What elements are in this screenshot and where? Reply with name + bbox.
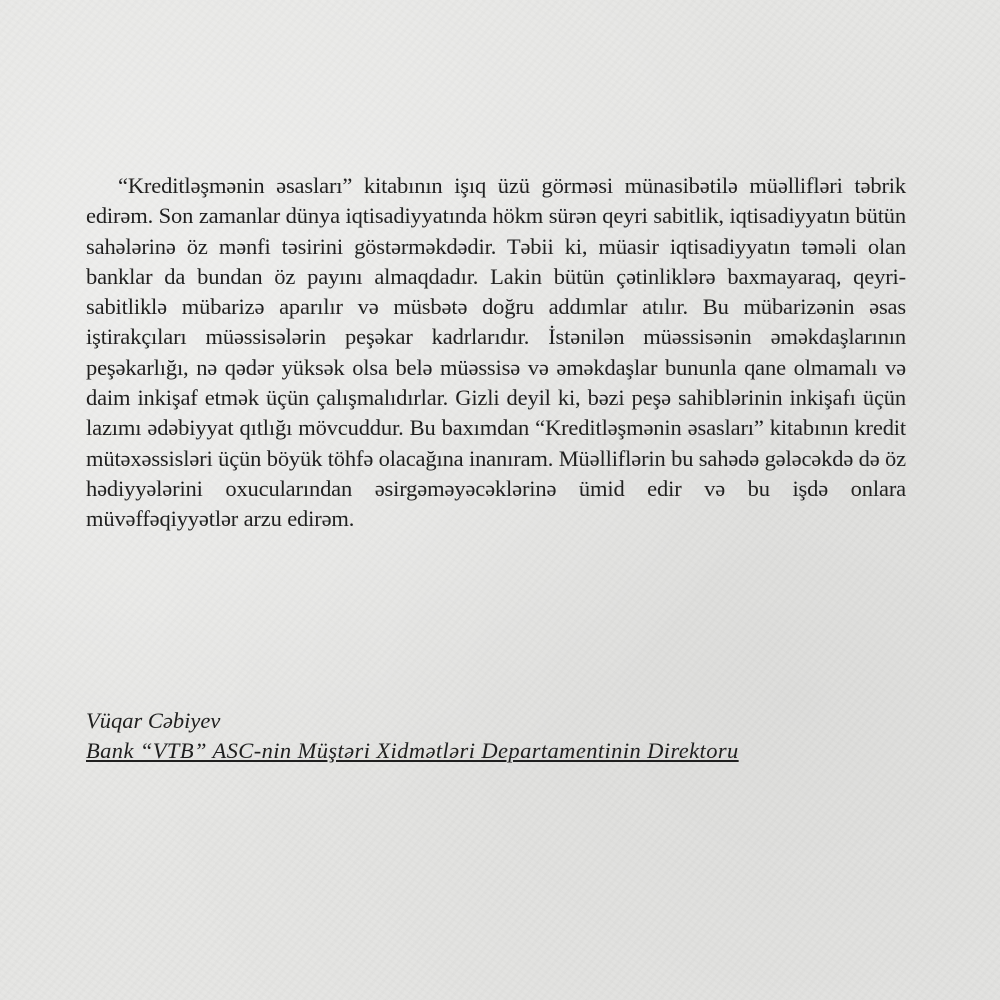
foreword-paragraph: “Kreditləşmənin əsasları” kitabının işıq üzü görməsi münasibətilə müəllifləri təbrik edirəm. Son zamanlar dünya iqtisadiyyatında hökm sürən qeyri sabitlik, iqtisadiyyatın bütün sahələrinə öz mənfi təsirini göstərməkdədir. Təbii ki, müasir iqtisadiyyatın təməli olan banklar da bundan öz payını almaqdadır. Lakin bütün çətinliklərə baxmayaraq, qeyri-sabitliklə mübarizə aparılır və müsbətə doğru addımlar atılır. Bu mübarizənin əsas iştirakçıları müəssisələrin peşəkar kadrlarıdır. İstənilən müəssisənin əməkdaşlarının peşəkarlığı, nə qədər yüksək olsa belə müəssisə və əməkdaşlar bununla qane olmamalı və daim inkişaf etmək üçün çalışmalıdırlar. Gizli deyil ki, bəzi peşə sahiblərinin inkişafı üçün lazımı ədəbiyyat qıtlığı mövcuddur. Bu baxımdan “Kreditləşmənin əsasları” kitabının kredit mütəxəssisləri üçün böyük töhfə olacağına inanıram. Müəlliflərin bu sahədə gələcəkdə də öz hədiyyələrini oxucularından əsirgəməyəcəklərinə ümid edir və bu işdə onlara müvəffəqiyyətlər arzu edirəm.: [86, 173, 906, 532]
signatory-name: Vüqar Cəbiyev: [86, 708, 221, 733]
signature-block: [86, 706, 906, 766]
signatory-position: Bank “VTB” ASC-nin Müştəri Xidmətləri Departamentinin Direktoru: [86, 738, 739, 763]
